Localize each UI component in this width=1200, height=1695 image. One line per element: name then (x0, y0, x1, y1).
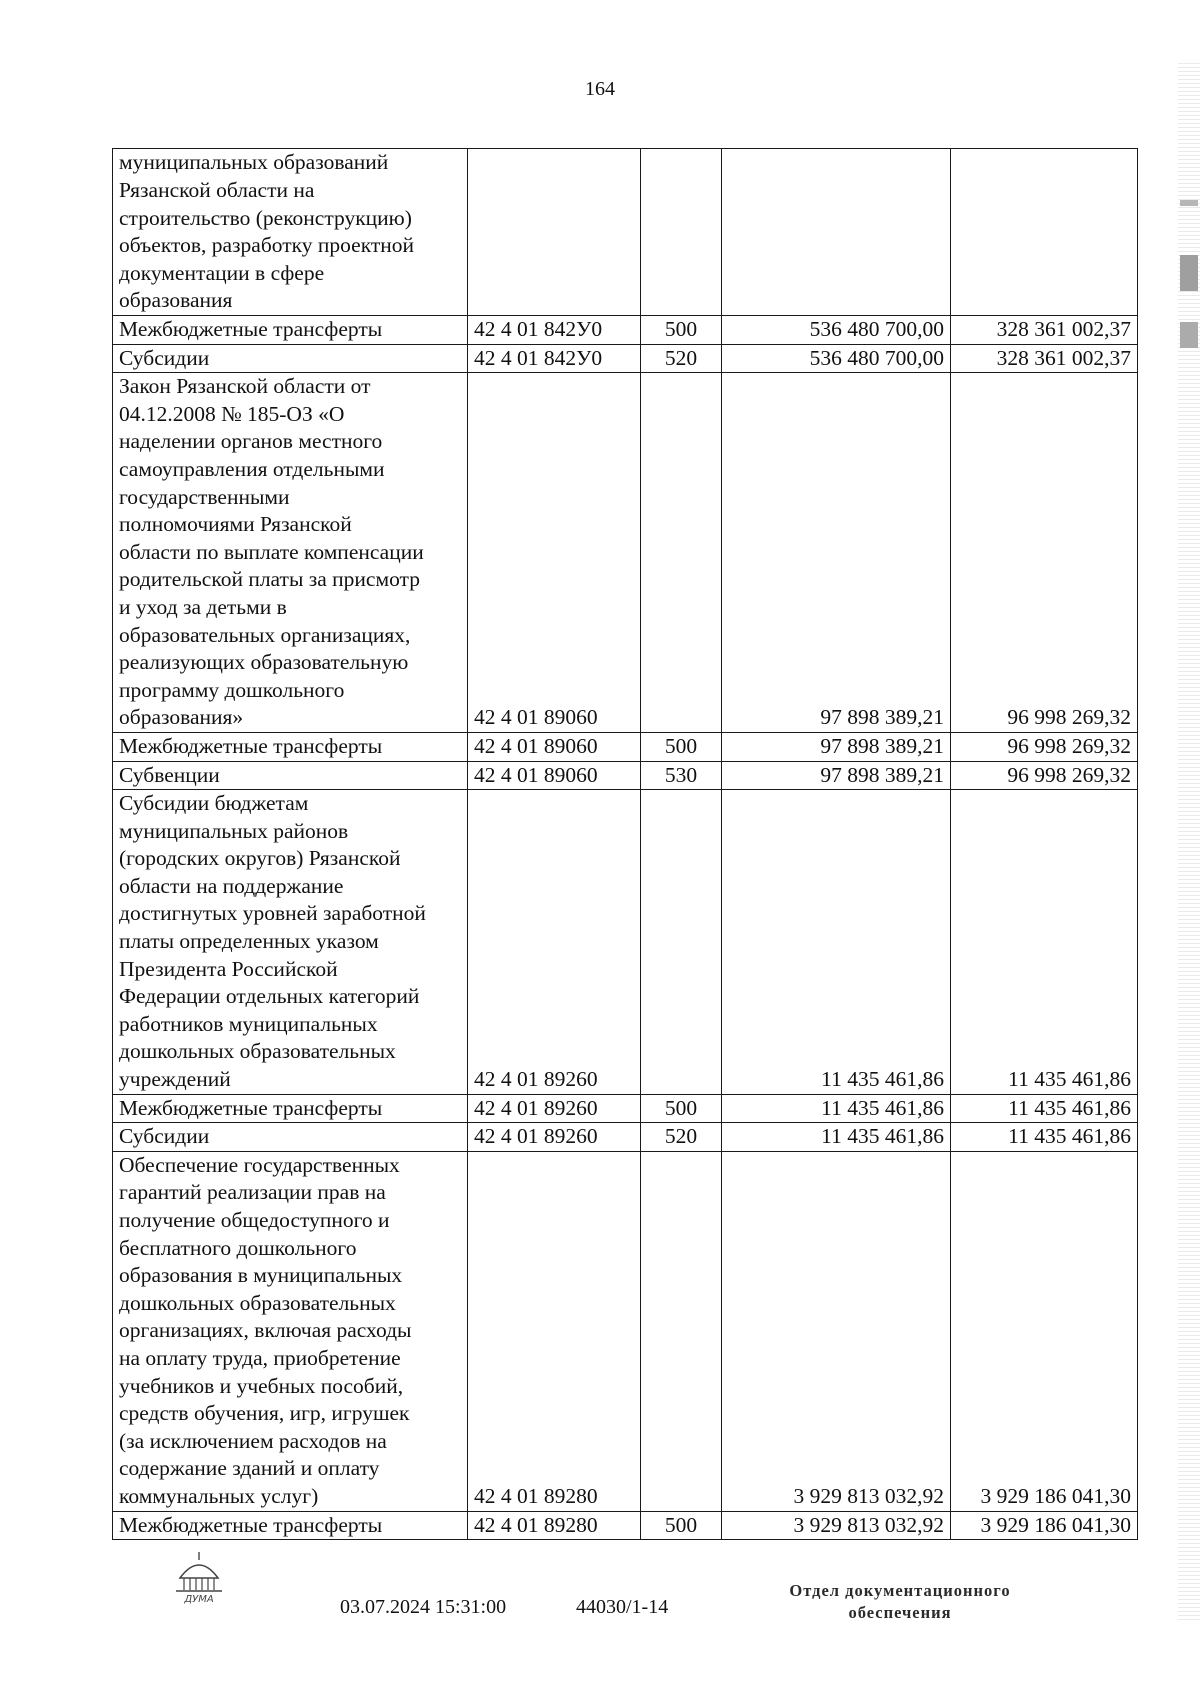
row-sum-plan: 11 435 461,86 (722, 1094, 951, 1123)
row-sum-plan: 97 898 389,21 (722, 761, 951, 790)
row-expense-type: 520 (641, 344, 722, 373)
row-expense-type: 500 (641, 1094, 722, 1123)
scan-edge-strip (1178, 60, 1200, 1620)
row-name-cell (113, 1123, 468, 1152)
row-name-cell (113, 344, 468, 373)
row-name: Межбюджетные трансферты (119, 733, 383, 758)
row-name-cell (113, 761, 468, 790)
department-stamp (755, 1580, 1045, 1624)
row-expense-type (641, 1151, 722, 1511)
row-sum-plan: 3 929 813 032,92 (722, 1511, 951, 1540)
row-expense-type: 500 (641, 1511, 722, 1540)
row-code: 42 4 01 89280 (468, 1151, 641, 1511)
row-name: Субвенции (119, 762, 220, 787)
row-expense-type: 520 (641, 1123, 722, 1152)
row-name: Закон Рязанской области от 04.12.2008 № 185-ОЗ «О наделении органов местного самоуправления отдельными государственными полномочиями Рязанской области по выплате компенсации родительской платы за присмотр и уход за детьми в образовательных организациях, реализующих образовательную программу дошкольного образования» (119, 374, 424, 730)
stamp-line-2: обеспечения (848, 1603, 952, 1622)
scan-edge-mark (1180, 322, 1198, 348)
row-sum-fact: 11 435 461,86 (951, 1123, 1138, 1152)
row-sum-plan: 536 480 700,00 (722, 316, 951, 345)
table-row (113, 1094, 1138, 1123)
row-code: 42 4 01 842У0 (468, 344, 641, 373)
table-row (113, 732, 1138, 761)
row-expense-type (641, 790, 722, 1095)
budget-table (112, 148, 1138, 1540)
row-name: Субсидии бюджетам муниципальных районов (городских округов) Рязанской области на поддержание достигнутых уровней заработной платы определенных указом Президента Российской Федерации отдельных категорий работников муниципальных дошкольных образовательных учреждений (119, 791, 426, 1092)
row-sum-fact: 3 929 186 041,30 (951, 1151, 1138, 1511)
row-sum-fact: 11 435 461,86 (951, 790, 1138, 1095)
table-row (113, 373, 1138, 733)
row-name-cell (113, 1151, 468, 1511)
row-sum-fact: 96 998 269,32 (951, 373, 1138, 733)
budget-table-body (113, 149, 1138, 1540)
row-code: 42 4 01 89060 (468, 732, 641, 761)
row-code: 42 4 01 89060 (468, 373, 641, 733)
scan-edge-mark (1180, 255, 1198, 291)
row-code: 42 4 01 89280 (468, 1511, 641, 1540)
row-sum-plan: 11 435 461,86 (722, 1123, 951, 1152)
row-sum-fact (951, 149, 1138, 316)
row-sum-fact: 328 361 002,37 (951, 316, 1138, 345)
footer-reg-number: 44030/1-14 (576, 1596, 669, 1618)
row-sum-plan: 97 898 389,21 (722, 732, 951, 761)
row-code: 42 4 01 89260 (468, 1094, 641, 1123)
stamp-line-1: Отдел документационного (789, 1581, 1011, 1600)
row-expense-type: 530 (641, 761, 722, 790)
row-name-cell (113, 732, 468, 761)
row-code (468, 149, 641, 316)
row-expense-type: 500 (641, 316, 722, 345)
table-row (113, 1123, 1138, 1152)
row-sum-plan (722, 149, 951, 316)
row-name-cell (113, 1511, 468, 1540)
row-name: Обеспечение государственных гарантий реализации прав на получение общедоступного и бесплатного дошкольного образования в муниципальных дошкольных образовательных организациях, включая расходы на оплату труда, приобретение учебников и учебных пособий, средств обучения, игр, игрушек (за исключением расходов на содержание зданий и оплату коммунальных услуг) (119, 1152, 412, 1508)
row-code: 42 4 01 89060 (468, 761, 641, 790)
table-row (113, 790, 1138, 1095)
row-sum-fact: 3 929 186 041,30 (951, 1511, 1138, 1540)
row-name-cell (113, 149, 468, 316)
table-row (113, 761, 1138, 790)
table-row (113, 316, 1138, 345)
row-sum-plan: 11 435 461,86 (722, 790, 951, 1095)
row-name-cell (113, 373, 468, 733)
row-name: муниципальных образований Рязанской области на строительство (реконструкцию) объектов, разработку проектной документации в сфере образования (119, 150, 415, 313)
row-sum-fact: 96 998 269,32 (951, 761, 1138, 790)
duma-logo-icon (168, 1548, 230, 1604)
row-code: 42 4 01 842У0 (468, 316, 641, 345)
row-name: Субсидии (119, 345, 210, 370)
page-number: 164 (585, 78, 615, 100)
row-name: Межбюджетные трансферты (119, 1512, 383, 1537)
row-name: Межбюджетные трансферты (119, 1095, 383, 1120)
row-name-cell (113, 316, 468, 345)
row-sum-plan: 536 480 700,00 (722, 344, 951, 373)
row-code: 42 4 01 89260 (468, 1123, 641, 1152)
table-row (113, 149, 1138, 316)
row-code: 42 4 01 89260 (468, 790, 641, 1095)
row-sum-fact: 11 435 461,86 (951, 1094, 1138, 1123)
row-expense-type (641, 373, 722, 733)
table-row (113, 344, 1138, 373)
row-expense-type: 500 (641, 732, 722, 761)
row-name: Межбюджетные трансферты (119, 317, 383, 341)
row-name-cell (113, 1094, 468, 1123)
row-sum-plan: 3 929 813 032,92 (722, 1151, 951, 1511)
row-sum-fact: 96 998 269,32 (951, 732, 1138, 761)
row-expense-type (641, 149, 722, 316)
row-sum-fact: 328 361 002,37 (951, 344, 1138, 373)
row-name: Субсидии (119, 1124, 210, 1149)
scan-edge-mark (1180, 200, 1198, 206)
row-name-cell (113, 790, 468, 1095)
table-row (113, 1151, 1138, 1511)
table-row (113, 1511, 1138, 1540)
row-sum-plan: 97 898 389,21 (722, 373, 951, 733)
footer-datetime: 03.07.2024 15:31:00 (340, 1596, 507, 1618)
logo-text: ДУМА (184, 1594, 214, 1604)
